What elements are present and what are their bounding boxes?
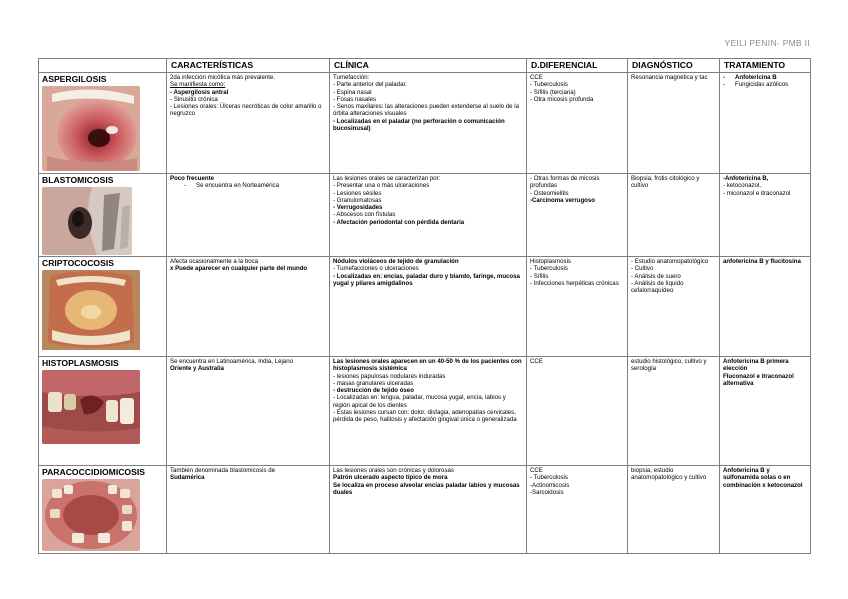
caracteristicas-cell bbox=[167, 466, 330, 554]
header-row bbox=[39, 59, 811, 73]
text-line: - Presentar una o más ulceraciones bbox=[333, 182, 430, 190]
disease-cell bbox=[39, 357, 167, 466]
header-diagnostico: DIAGNÓSTICO bbox=[628, 59, 720, 73]
disease-name: CRIPTOCOCOSIS bbox=[42, 258, 114, 268]
disease-cell bbox=[39, 466, 167, 554]
diagnostico-cell bbox=[628, 466, 720, 554]
caracteristicas-cell bbox=[167, 257, 330, 357]
disease-name: HISTOPLASMOSIS bbox=[42, 358, 119, 368]
tratamiento-cell bbox=[720, 466, 811, 554]
text-line: - Infecciones herpéticas crónicas bbox=[530, 279, 619, 287]
text-line: - Localizadas en: lengua, paladar, mucosa yugal, encía, labios y región apical de los dientes bbox=[333, 394, 506, 409]
text-line: - Análisis de suero bbox=[631, 272, 681, 280]
text-line: Anfotericina B y sulfonamida solas o en combinación x ketoconazol bbox=[723, 467, 803, 489]
text-line: - Sífilis (terciaria) bbox=[530, 88, 576, 96]
mycoses-table bbox=[38, 58, 811, 554]
clinical-photo-aspergilosis bbox=[42, 86, 140, 171]
text-line: - Localizadas en: encías, paladar duro y blando, faringe, mucosa yugal y pilares amigdalinos bbox=[333, 272, 520, 287]
text-line: estudio histológico, cultivo y serología bbox=[631, 358, 707, 373]
text-line: - Sífilis bbox=[530, 272, 549, 280]
disease-name: ASPERGILOSIS bbox=[42, 74, 107, 84]
text-line: CCE bbox=[530, 358, 543, 365]
text-line: - Fosas nasales bbox=[333, 95, 377, 103]
header-caracteristicas: CARACTERÍSTICAS bbox=[167, 59, 330, 73]
disease-cell bbox=[39, 257, 167, 357]
header-diferencial: D.DIFERENCIAL bbox=[527, 59, 628, 73]
table-row bbox=[39, 466, 811, 554]
table-row bbox=[39, 174, 811, 257]
tratamiento-cell bbox=[720, 257, 811, 357]
diferencial-cell bbox=[527, 357, 628, 466]
text-line: CCE bbox=[530, 74, 543, 81]
table-row bbox=[39, 357, 811, 466]
text-line: Se localiza en proceso alveolar encías paladar labios y mucosas duales bbox=[333, 481, 520, 496]
caracteristicas-cell bbox=[167, 357, 330, 466]
text-line: Afecta ocasionalmente a la boca bbox=[170, 258, 259, 265]
table-row bbox=[39, 257, 811, 357]
caracteristicas-cell bbox=[167, 73, 330, 174]
text-line: - Otras formas de micosis profundas bbox=[530, 175, 600, 190]
text-line: - Parte anterior del paladar. bbox=[333, 81, 407, 89]
disease-cell bbox=[39, 73, 167, 174]
clinical-photo-histoplasmosis bbox=[42, 370, 140, 444]
text-line: Nódulos violáceos de tejido de granulación bbox=[333, 258, 459, 265]
text-line: - Granulomatosas bbox=[333, 196, 382, 204]
diferencial-cell bbox=[527, 466, 628, 554]
clinical-photo-paracoccidiomicosis bbox=[42, 479, 140, 551]
disease-name: PARACOCCIDIOMICOSIS bbox=[42, 467, 145, 477]
text-line: - Análisis de líquido cefalorraquídeo bbox=[631, 279, 684, 295]
text-line: - miconazol e itraconazol bbox=[723, 189, 791, 197]
clinical-photo-criptococosis bbox=[42, 270, 140, 355]
text-line: - Aspergilosis antral bbox=[170, 88, 229, 96]
clinica-cell bbox=[330, 466, 527, 554]
text-line: - Tumefacciones o ulceraciones bbox=[333, 265, 419, 273]
tratamiento-cell bbox=[720, 73, 811, 174]
text-line: Anfotericina B primera elección bbox=[723, 358, 789, 373]
text-line: -Anfotericina B, bbox=[723, 175, 769, 182]
clinica-cell bbox=[330, 357, 527, 466]
diagnostico-cell bbox=[628, 257, 720, 357]
diferencial-cell bbox=[527, 257, 628, 357]
text-line: Histoplasmosis bbox=[530, 258, 571, 265]
diferencial-cell bbox=[527, 174, 628, 257]
text-line: - Estudio anatomopatológico bbox=[631, 258, 709, 265]
text-line: - Sinusitis crónica bbox=[170, 95, 218, 103]
text-line: anfotericina B y flucitosina bbox=[723, 258, 801, 265]
clinical-photo-blastomicosis bbox=[42, 187, 132, 255]
text-line: Sudamérica bbox=[170, 474, 205, 482]
text-line: Las lesiones orales son crónicas y dolorosas bbox=[333, 467, 454, 474]
text-line: x Puede aparecer en cualquier parte del mundo bbox=[170, 265, 308, 273]
text-line: - lesiones papulosas nodulares induradas bbox=[333, 372, 446, 380]
header-tratamiento: TRATAMIENTO bbox=[720, 59, 811, 73]
disease-name: BLASTOMICOSIS bbox=[42, 175, 114, 185]
text-line: Se encuentra en Norteamérica bbox=[196, 182, 279, 190]
clinica-cell bbox=[330, 257, 527, 357]
diagnostico-cell bbox=[628, 357, 720, 466]
text-line: - Abscesos con fístulas bbox=[333, 211, 396, 219]
text-line: - ketoconazol, bbox=[723, 182, 761, 190]
text-line: - Senos maxilares: las alteraciones pueden extenderse al suelo de la órbita alteraciones visuales bbox=[333, 103, 519, 118]
text-line: Patrón ulcerado aspecto típico de mora bbox=[333, 474, 448, 482]
tratamiento-cell bbox=[720, 174, 811, 257]
diagnostico-cell bbox=[628, 73, 720, 174]
text-line: - Tuberculosis bbox=[530, 265, 568, 273]
text-line: 2da infección micótica más prevalente. bbox=[170, 74, 276, 81]
page-header-author: YEILI PENIN- PMB II bbox=[724, 38, 810, 48]
text-line: Se manifiesta como: bbox=[170, 81, 226, 89]
header-empty bbox=[39, 59, 167, 73]
caracteristicas-cell bbox=[167, 174, 330, 257]
text-line: - Tuberculosis bbox=[530, 474, 568, 482]
text-line: Fungicidas azólicos bbox=[735, 81, 789, 89]
bullet-icon: - bbox=[723, 74, 726, 81]
text-line: biopsia, estudio anatomopatológico y cultivo bbox=[631, 467, 707, 482]
bullet-icon: - bbox=[184, 182, 187, 190]
text-line: - Espina nasal bbox=[333, 88, 372, 96]
text-line: CCE bbox=[530, 467, 543, 474]
text-line: - Lesiones orales: Úlceras necróticas de color amarillo o negruzco bbox=[170, 103, 322, 118]
text-line: -Actinomicosis bbox=[530, 481, 570, 489]
text-line: - Osteomielitis bbox=[530, 189, 569, 197]
text-line: Biopsia, frotis citológico y cultivo bbox=[631, 175, 700, 190]
text-line: - masas granulares ulceradas bbox=[333, 379, 414, 387]
text-line: - Afectación periodontal con pérdida dentaria bbox=[333, 218, 465, 226]
diferencial-cell bbox=[527, 73, 628, 174]
text-line: Fluconazol e itraconazol alternativa bbox=[723, 372, 794, 387]
text-line: - Tuberculosis bbox=[530, 81, 568, 89]
header-clinica: CLÍNICA bbox=[330, 59, 527, 73]
text-line: - destrucción de tejido óseo bbox=[333, 387, 414, 395]
clinica-cell bbox=[330, 73, 527, 174]
text-line: - Lesiones sésiles bbox=[333, 189, 382, 197]
text-line: También denominada blastomicosis de bbox=[170, 467, 276, 474]
diagnostico-cell bbox=[628, 174, 720, 257]
text-line: Se encuentra en Latinoamérica, India, Lejano bbox=[170, 358, 293, 365]
text-line: Resonancia magnética y tac bbox=[631, 74, 708, 81]
bullet-icon: - bbox=[723, 81, 726, 89]
text-line: - Verrugosidades bbox=[333, 204, 383, 212]
text-line: Las lesiones orales aparecen en un 40-50 % de los pacientes con histoplasmosis sistémica bbox=[333, 358, 522, 373]
text-line: Las lesiones orales se caracterizan por: bbox=[333, 175, 441, 182]
clinica-cell bbox=[330, 174, 527, 257]
text-line: - Estas lesiones cursan con: dolor, disfagia, adenopatías cervicales, pérdida de peso, halitosis y afectación gingival única o generalizada bbox=[333, 409, 517, 424]
text-line: - Cultivo bbox=[631, 265, 654, 273]
text-line: - Otra micosis profunda bbox=[530, 95, 594, 103]
text-line: -Carcinoma verrugoso bbox=[530, 196, 596, 204]
text-line: Poco frecuente bbox=[170, 175, 215, 182]
table-row bbox=[39, 73, 811, 174]
tratamiento-cell bbox=[720, 357, 811, 466]
text-line: - Localizadas en el paladar (no perforación o comunicación bucosinusal) bbox=[333, 117, 505, 133]
text-line: -Sarcoidosis bbox=[530, 488, 564, 496]
disease-cell bbox=[39, 174, 167, 257]
text-line: Oriente y Australia bbox=[170, 365, 224, 373]
text-line: Tumefacción: bbox=[333, 74, 370, 81]
text-line: Anfotericina B bbox=[735, 74, 777, 81]
